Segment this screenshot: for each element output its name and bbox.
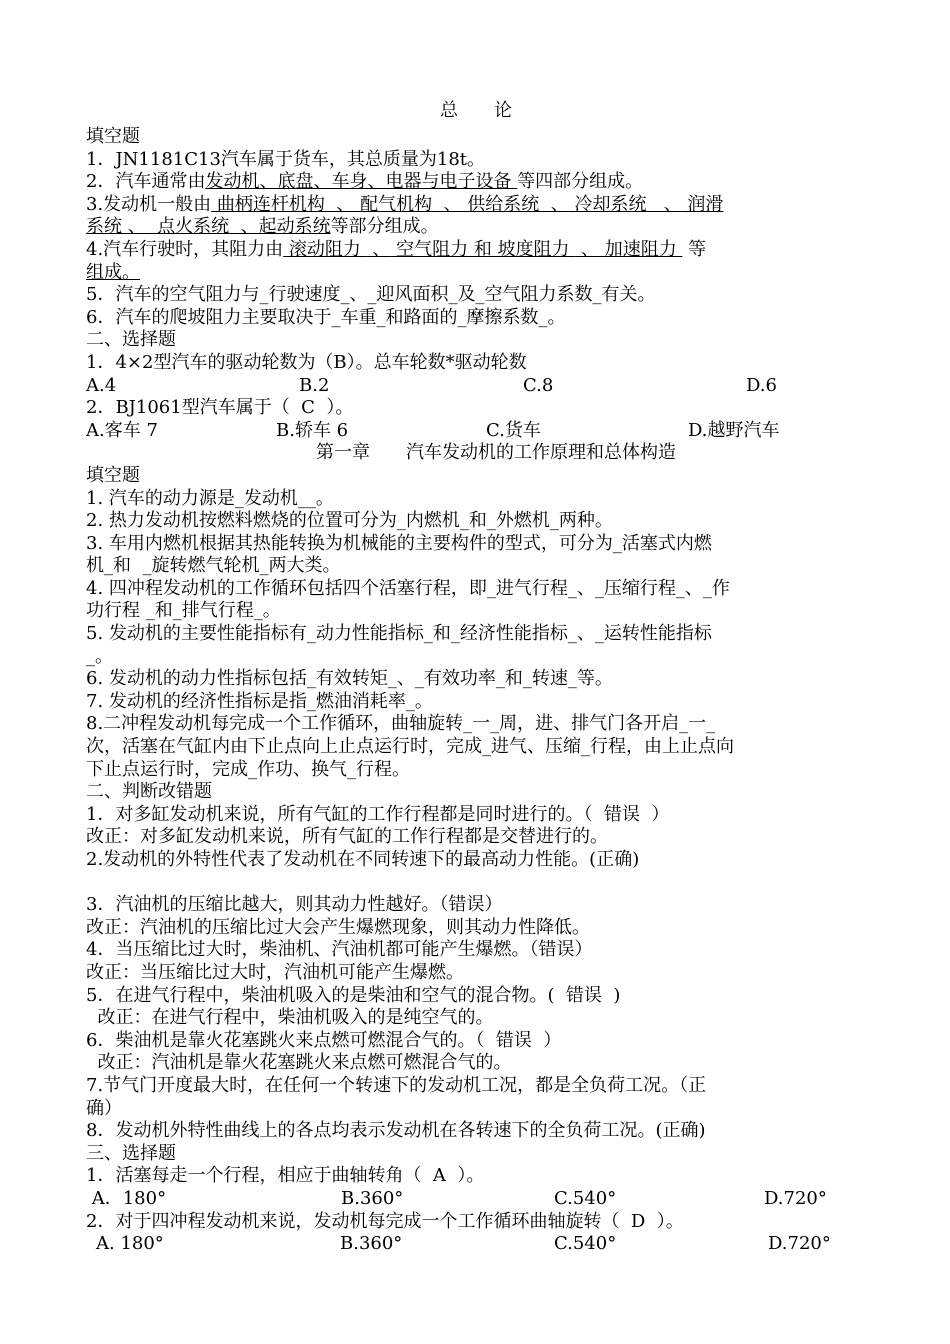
chapter-heading: 第一章 汽车发动机的工作原理和总体构造 [316,442,676,464]
text-line: 5. 发动机的主要性能指标有_动力性能指标_和_经济性能指标_、_运转性能指标 [86,623,712,645]
text-line: 改正：当压缩比过大时，汽油机可能产生爆燃。 [86,961,464,983]
text-line: 6．汽车的爬坡阻力主要取决于_车重_和路面的_摩擦系数_。 [86,306,566,328]
text-line: 7. 发动机的经济性指标是指_燃油消耗率_。 [86,690,433,712]
section-heading: 三、选择题 [86,1142,176,1164]
text-line: 功行程 _和_排气行程_。 [86,600,281,622]
section-heading: 二、选择题 [86,329,176,351]
option-d: D.越野汽车 [688,419,780,441]
options-row [86,375,866,398]
option-d: D.720° [764,1187,827,1209]
text-line: 确） [86,1097,122,1119]
option-a: A.4 [86,374,117,396]
option-a: A．180° [86,1187,167,1209]
text-line: 3.发动机一般由 曲柄连杆机构 、 配气机构 、 供给系统 、 冷却系统 、 润滑 [86,193,724,215]
text-line: 5．在进气行程中，柴油机吸入的是柴油和空气的混合物。( 错误 ) [86,984,621,1006]
text-line: 改正：在进气行程中，柴油机吸入的是纯空气的。 [86,1007,494,1029]
blank-line [86,872,866,895]
options-row [86,1188,866,1211]
text-line: 改正：对多缸发动机来说，所有气缸的工作行程都是交替进行的。 [86,826,608,848]
question-line: 1．4×2型汽车的驱动轮数为（B）。总车轮数*驱动轮数 [86,351,527,373]
option-a: A. 180° [96,1233,164,1255]
text-line: 6．柴油机是靠火花塞跳火来点燃可燃混合气的。（ 错误 ） [86,1029,562,1051]
options-row [86,420,866,443]
text-line: 8.二冲程发动机每完成一个工作循环，曲轴旋转_一_周，进、排气门各开启_一_ [86,713,716,735]
text-line: 3. 车用内燃机根据其热能转换为机械能的主要构件的型式，可分为_活塞式内燃 [86,532,712,554]
text-line: 2. 热力发动机按燃料燃烧的位置可分为_内燃机_和_外燃机_两种。 [86,510,613,532]
section-heading: 填空题 [86,126,140,147]
text-line: 4.汽车行驶时，其阻力由 滚动阻力 、 空气阻力 和 坡度阻力 、 加速阻力 等 [86,238,707,260]
text-line: 7.节气门开度最大时，在任何一个转速下的发动机工况，都是全负荷工况。（正 [86,1074,707,1096]
text-line: 8．发动机外特性曲线上的各点均表示发动机在各转速下的全负荷工况。(正确) [86,1120,706,1142]
text-line: 2．汽车通常由发动机、底盘、车身、电器与电子设备 等四部分组成。 [86,171,644,193]
text-line: 4. 四冲程发动机的工作循环包括四个活塞行程，即_进气行程_、_压缩行程_、_作 [86,577,730,599]
text-line: 系统 、 点火系统 、起动系统等部分组成。 [86,216,439,238]
option-c: C.540° [554,1187,617,1209]
question-line: 2．对于四冲程发动机来说，发动机每完成一个工作循环曲轴旋转（ D ）。 [86,1210,684,1232]
document-page [86,96,866,1256]
text-line: 机_和 _旋转燃气轮机_两大类。 [86,555,341,577]
text-line: 3．汽油机的压缩比越大，则其动力性越好。（错误） [86,894,503,916]
option-b: B.2 [299,374,330,396]
text-line: 2.发动机的外特性代表了发动机在不同转速下的最高动力性能。(正确) [86,849,640,870]
option-c: C.540° [554,1233,617,1255]
text-line: 5．汽车的空气阻力与_行驶速度_、_迎风面积_及_空气阻力系数_有关。 [86,284,656,306]
option-d: D.720° [768,1233,831,1255]
text-line: 6. 发动机的动力性指标包括_有效转矩_、_有效功率_和_转速_等。 [86,668,613,690]
option-c: C.8 [523,374,554,396]
text-line: _。 [86,645,113,667]
question-line: 2．BJ1061型汽车属于（ C ）。 [86,397,354,419]
question-line: 1．活塞每走一个行程，相应于曲轴转角（ A ）。 [86,1165,485,1187]
text-line: 组成。 [86,261,140,283]
option-b: B.360° [340,1233,403,1255]
section-heading: 填空题 [86,464,140,486]
option-b: B.轿车 6 [276,419,349,441]
text-line: 次，活塞在气缸内由下止点向上止点运行时，完成_进气、压缩_行程，由上止点向 [86,736,734,758]
option-c: C.货车 [486,419,541,441]
page-title: 总 论 [440,100,512,121]
text-line: 1．JN1181C13汽车属于货车，其总质量为18t。 [86,148,486,170]
section-heading: 二、判断改错题 [86,781,212,803]
text-line: 改正：汽油机的压缩比过大会产生爆燃现象，则其动力性降低。 [86,916,590,938]
options-row [86,1233,866,1256]
text-line: 改正：汽油机是靠火花塞跳火来点燃可燃混合气的。 [86,1052,512,1074]
text-line: 4．当压缩比过大时，柴油机、汽油机都可能产生爆燃。（错误） [86,939,593,961]
option-d: D.6 [746,374,777,396]
text-line: 1．对多缸发动机来说，所有气缸的工作行程都是同时进行的。（ 错误 ） [86,803,670,825]
option-a: A.客车 7 [86,419,158,441]
option-b: B.360° [341,1187,404,1209]
text-line: 1. 汽车的动力源是_发动机__。 [86,487,334,509]
text-line: 下止点运行时，完成_作功、换气_行程。 [86,758,410,780]
